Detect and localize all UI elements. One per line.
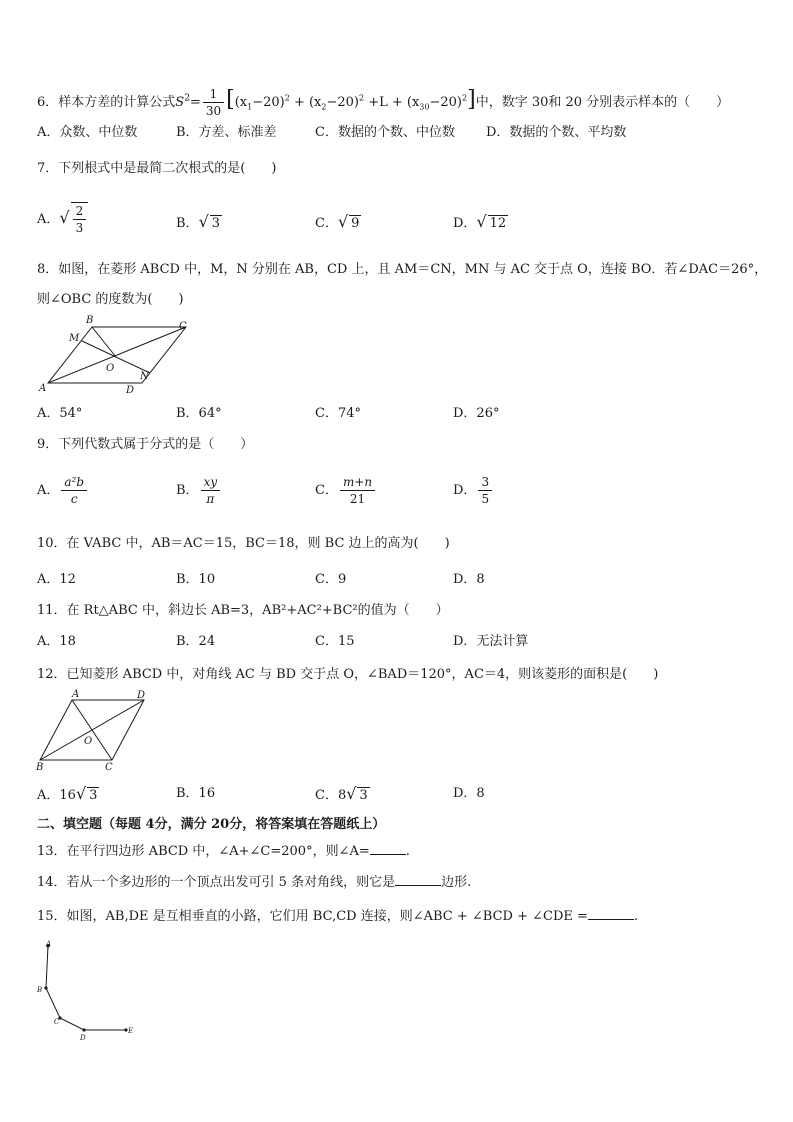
q9-d-den: 5 xyxy=(481,492,490,506)
q6-frac-num: 1 xyxy=(203,86,224,103)
q6-eq: = xyxy=(189,95,201,110)
radical-icon: √ xyxy=(75,784,87,803)
q6-s3: 30 xyxy=(419,102,430,112)
q13-text: 13．在平行四边形 ABCD 中，∠A+∠C=200°，则∠A= xyxy=(37,844,370,859)
section-2-title: 二、填空题（每题 4分，满分 20分，将答案填在答题纸上） xyxy=(37,817,386,832)
q6-suffix: 中，数字 30和 20 分别表示样本的（ ） xyxy=(475,95,730,110)
q15-label-d: D xyxy=(80,1034,86,1042)
q12-option-c xyxy=(315,784,370,806)
q6-option-a: A．众数、中位数 xyxy=(37,125,138,140)
q6-t1: (x xyxy=(234,95,248,110)
q7-option-a xyxy=(37,202,88,236)
q6-t3b: −20) xyxy=(429,95,462,110)
q15-label-a: A xyxy=(46,940,52,948)
q14-text: 14．若从一个多边形的一个顶点出发可引 5 条对角线，则它是 xyxy=(37,875,396,890)
q7-option-b xyxy=(176,212,222,234)
q8-label-c: C xyxy=(179,321,187,332)
q6-prefix: 6．样本方差的计算公式 xyxy=(37,95,176,110)
q12-stem: 12．已知菱形 ABCD 中，对角线 AC 与 BD 交于点 O，∠BAD＝120°，AC＝4，则该菱形的面积是( ) xyxy=(37,667,659,682)
q6-sq: 2 xyxy=(184,93,190,104)
q11-stem: 11．在 Rt△ABC 中，斜边长 AB=3，AB²+AC²+BC²的值为（ ） xyxy=(37,603,449,618)
q8-label-n: N xyxy=(140,371,149,382)
q15-label-b: B xyxy=(37,986,43,994)
q12-label-c: C xyxy=(105,762,113,772)
q10-stem: 10．在 VABC 中，AB＝AC＝15，BC＝18，则 BC 边上的高为( ) xyxy=(37,536,450,551)
q8-option-d: D．26° xyxy=(453,406,500,421)
q12-option-d: D．8 xyxy=(453,786,485,801)
q6-t2: + (x xyxy=(289,95,322,110)
q7-stem: 7．下列根式中是最简二次根式的是( ) xyxy=(37,161,277,176)
q15-answer-blank[interactable] xyxy=(588,907,634,920)
q6-p2: 2 xyxy=(358,93,365,103)
radical-icon: √ xyxy=(346,784,357,803)
q12-c-radicand: 3 xyxy=(359,788,368,803)
q8-option-c: C．74° xyxy=(315,406,361,421)
q8-label-a: A xyxy=(39,383,47,394)
q9-c-den: 21 xyxy=(349,492,366,506)
q8-label-o: O xyxy=(106,363,115,374)
q12-option-b: B．16 xyxy=(176,786,216,801)
question-13 xyxy=(37,842,410,862)
q9-a-num: a²b xyxy=(61,474,87,491)
q15-label-e: E xyxy=(128,1027,134,1035)
q10-option-d: D．8 xyxy=(453,572,485,587)
q8-line2: 则∠OBC 的度数为( ) xyxy=(37,292,184,307)
q8-rhombus-diagram xyxy=(36,313,206,395)
q9-c-label: C． xyxy=(315,483,338,498)
q12-label-a: A xyxy=(72,689,80,700)
q9-d-label: D． xyxy=(453,483,477,498)
q9-option-a xyxy=(37,474,89,507)
q9-c-num: m+n xyxy=(340,474,375,491)
q12-c-label: C．8 xyxy=(315,788,347,803)
q13-after: . xyxy=(405,844,410,859)
q6-p1: 2 xyxy=(284,93,290,103)
q6-t3: +L + (x xyxy=(364,95,420,110)
q7-b-radicand: 3 xyxy=(211,216,221,231)
radical-icon: √ xyxy=(337,212,349,231)
q10-option-b: B．10 xyxy=(176,572,216,587)
q12-a-radicand: 3 xyxy=(89,788,98,803)
q7-b-label: B． xyxy=(176,216,199,231)
question-14 xyxy=(37,873,471,893)
q12-a-label: A．16 xyxy=(37,788,76,803)
q7-a-label: A． xyxy=(37,212,60,227)
q9-a-den: c xyxy=(70,492,78,506)
q9-a-label: A． xyxy=(37,483,60,498)
q6-bracket-right: ] xyxy=(467,87,476,112)
q7-c-radicand: 9 xyxy=(351,216,360,231)
q8-label-b: B xyxy=(86,315,94,326)
q9-stem: 9．下列代数式属于分式的是（ ） xyxy=(37,437,254,452)
q9-option-b xyxy=(176,474,222,507)
q11-option-b: B．24 xyxy=(176,634,216,649)
q7-a-den: 3 xyxy=(75,221,84,235)
q15-text: 15．如图，AB,DE 是互相垂直的小路，它们用 BC,CD 连接，则∠ABC + ∠BCD + ∠CDE = xyxy=(37,909,588,924)
q6-option-d: D．数据的个数、平均数 xyxy=(486,125,627,140)
q8-option-b: B．64° xyxy=(176,406,222,421)
q6-frac-den: 30 xyxy=(205,104,222,118)
q9-b-num: xy xyxy=(201,474,221,491)
q8-label-m: M xyxy=(69,333,80,344)
q7-d-radicand: 12 xyxy=(489,216,507,231)
q8-line1: 8．如图，在菱形 ABCD 中，M，N 分别在 AB，CD 上，且 AM＝CN，MN 与 AC 交于点 O，连接 BO．若∠DAC＝26°， xyxy=(37,262,768,277)
q12-rhombus-diagram xyxy=(34,688,154,772)
q7-c-label: C． xyxy=(315,216,338,231)
q6-option-c: C．数据的个数、中位数 xyxy=(315,125,455,140)
question-15 xyxy=(37,907,638,927)
q14-answer-blank[interactable] xyxy=(395,873,441,886)
q6-p3: 2 xyxy=(462,93,468,103)
q9-option-d xyxy=(453,474,494,507)
q6-option-b: B．方差、标准差 xyxy=(176,125,277,140)
q6-t2b: −20) xyxy=(326,95,359,110)
q15-after: . xyxy=(633,909,639,924)
radical-icon: √ xyxy=(198,212,209,231)
q6-bracket-left: [ xyxy=(226,87,235,112)
q11-option-c: C．15 xyxy=(315,634,355,649)
q13-answer-blank[interactable] xyxy=(370,842,406,855)
q6-t1b: −20) xyxy=(252,95,285,110)
q6-s2: 2 xyxy=(321,102,327,112)
q11-option-d: D．无法计算 xyxy=(453,634,529,649)
q12-option-a xyxy=(37,784,99,806)
radical-icon: √ xyxy=(59,208,70,227)
q7-option-c xyxy=(315,212,361,234)
radical-icon: √ xyxy=(476,212,487,231)
q7-d-label: D． xyxy=(453,216,477,231)
q6-fraction xyxy=(203,86,224,119)
q12-label-b: B xyxy=(36,762,44,772)
q10-option-c: C．9 xyxy=(315,572,347,587)
q12-label-o: O xyxy=(84,736,93,747)
q7-option-d xyxy=(453,212,508,234)
q7-a-radicand xyxy=(71,202,89,236)
q12-label-d: D xyxy=(137,690,146,701)
q10-option-a: A．12 xyxy=(37,572,76,587)
q9-b-label: B． xyxy=(176,483,199,498)
q15-label-c: C xyxy=(54,1018,60,1026)
q11-option-a: A．18 xyxy=(37,634,76,649)
q9-option-c xyxy=(315,474,377,507)
q9-d-num: 3 xyxy=(478,474,492,491)
q6-s1: 1 xyxy=(247,102,253,112)
q14-after: 边形. xyxy=(441,875,472,890)
q6-S: S xyxy=(175,95,185,110)
question-6 xyxy=(37,86,729,119)
q8-label-d: D xyxy=(126,385,135,395)
q9-b-den: π xyxy=(206,492,215,506)
q15-path-diagram xyxy=(34,940,144,1045)
q8-option-a: A．54° xyxy=(37,406,83,421)
q7-a-num: 2 xyxy=(73,203,87,220)
